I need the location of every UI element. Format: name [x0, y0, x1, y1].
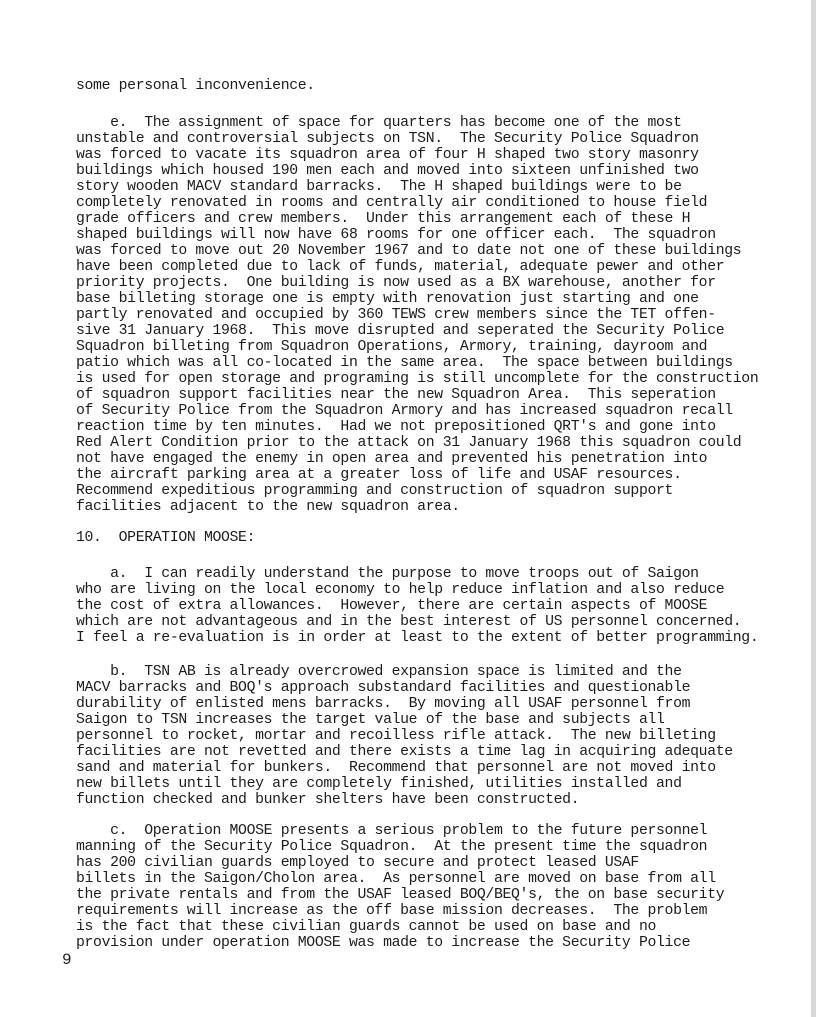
page-number: 9 [62, 951, 72, 969]
paragraph-e-line: Recommend expeditious programming and construction of squadron support [76, 483, 674, 499]
paragraph-c-line: has 200 civilian guards employed to secure and protect leased USAF [76, 855, 639, 871]
paragraph-a-line: who are living on the local economy to help reduce inflation and also reduce [76, 582, 725, 598]
paragraph-e-line: was forced to vacate its squadron area of four H shaped two story masonry [76, 147, 699, 163]
paragraph-c-line: requirements will increase as the off base mission decreases. The problem [76, 903, 708, 919]
paragraph-c-line: c. Operation MOOSE presents a serious problem to the future personnel [76, 823, 708, 839]
paragraph-e-line: shaped buildings will now have 68 rooms for one officer each. The squadron [76, 227, 716, 243]
paragraph-b-line: personnel to rocket, mortar and recoilless rifle attack. The new billeting [76, 728, 716, 744]
paragraph-a-line: the cost of extra allowances. However, there are certain aspects of MOOSE [76, 598, 708, 614]
paragraph-a-line: I feel a re-evaluation is in order at least to the extent of better programming. [76, 630, 759, 646]
paragraph-b-line: facilities are not revetted and there exists a time lag in acquiring adequate [76, 744, 733, 760]
page-edge-shadow [811, 0, 816, 1017]
paragraph-a-line: which are not advantageous and in the best interest of US personnel concerned. [76, 614, 742, 630]
paragraph-b-line: durability of enlisted mens barracks. By moving all USAF personnel from [76, 696, 691, 712]
paragraph-e-line: partly renovated and occupied by 360 TEWS crew members since the TET offen- [76, 307, 716, 323]
paragraph-e-line: Squadron billeting from Squadron Operations, Armory, training, dayroom and [76, 339, 708, 355]
paragraph-b-line: sand and material for bunkers. Recommend that personnel are not moved into [76, 760, 716, 776]
paragraph-b-line: MACV barracks and BOQ's approach substandard facilities and questionable [76, 680, 691, 696]
paragraph-c-line: is the fact that these civilian guards cannot be used on base and no [76, 919, 657, 935]
paragraph-e-line: unstable and controversial subjects on TSN. The Security Police Squadron [76, 131, 699, 147]
paragraph-e-line: e. The assignment of space for quarters has become one of the most [76, 115, 682, 131]
paragraph-e-line: Red Alert Condition prior to the attack on 31 January 1968 this squadron could [76, 435, 742, 451]
paragraph-e-line: of Security Police from the Squadron Armory and has increased squadron recall [76, 403, 733, 419]
paragraph-c-line: billets in the Saigon/Cholon area. As personnel are moved on base from all [76, 871, 716, 887]
paragraph-e-line: grade officers and crew members. Under this arrangement each of these H [76, 211, 691, 227]
paragraph-e-line: story wooden MACV standard barracks. The H shaped buildings were to be [76, 179, 682, 195]
section-heading: 10. OPERATION MOOSE: [76, 530, 256, 546]
paragraph-e-line: sive 31 January 1968. This move disrupted and seperated the Security Police [76, 323, 725, 339]
paragraph-c-line: the private rentals and from the USAF leased BOQ/BEQ's, the on base security [76, 887, 725, 903]
paragraph-b-line: function checked and bunker shelters have been constructed. [76, 792, 580, 808]
paragraph-e-line: the aircraft parking area at a greater loss of life and USAF resources. [76, 467, 682, 483]
paragraph-a-line: a. I can readily understand the purpose to move troops out of Saigon [76, 566, 699, 582]
paragraph-e-line: have been completed due to lack of funds, material, adequate pewer and other [76, 259, 725, 275]
paragraph-e-line: is used for open storage and programing is still uncomplete for the construction [76, 371, 759, 387]
paragraph-e-line: base billeting storage one is empty with renovation just starting and one [76, 291, 699, 307]
paragraph-e-line: completely renovated in rooms and centrally air conditioned to house field [76, 195, 708, 211]
paragraph-c-line: manning of the Security Police Squadron. At the present time the squadron [76, 839, 708, 855]
paragraph-e-line: facilities adjacent to the new squadron area. [76, 499, 460, 515]
paragraph-e-line: was forced to move out 20 November 1967 and to date not one of these buildings [76, 243, 742, 259]
paragraph-b-line: b. TSN AB is already overcrowed expansion space is limited and the [76, 664, 682, 680]
paragraph-e-line: patio which was all co-located in the same area. The space between buildings [76, 355, 733, 371]
text-line: some personal inconvenience. [76, 78, 315, 94]
paragraph-b-line: new billets until they are completely finished, utilities installed and [76, 776, 682, 792]
paragraph-c-line: provision under operation MOOSE was made to increase the Security Police [76, 935, 691, 951]
paragraph-e-line: of squadron support facilities near the new Squadron Area. This seperation [76, 387, 716, 403]
paragraph-e-line: reaction time by ten minutes. Had we not prepositioned QRT's and gone into [76, 419, 716, 435]
paragraph-e-line: not have engaged the enemy in open area and prevented his penetration into [76, 451, 708, 467]
paragraph-e-line: buildings which housed 190 men each and moved into sixteen unfinished two [76, 163, 699, 179]
paragraph-b-line: Saigon to TSN increases the target value of the base and subjects all [76, 712, 665, 728]
paragraph-e-line: priority projects. One building is now used as a BX warehouse, another for [76, 275, 716, 291]
